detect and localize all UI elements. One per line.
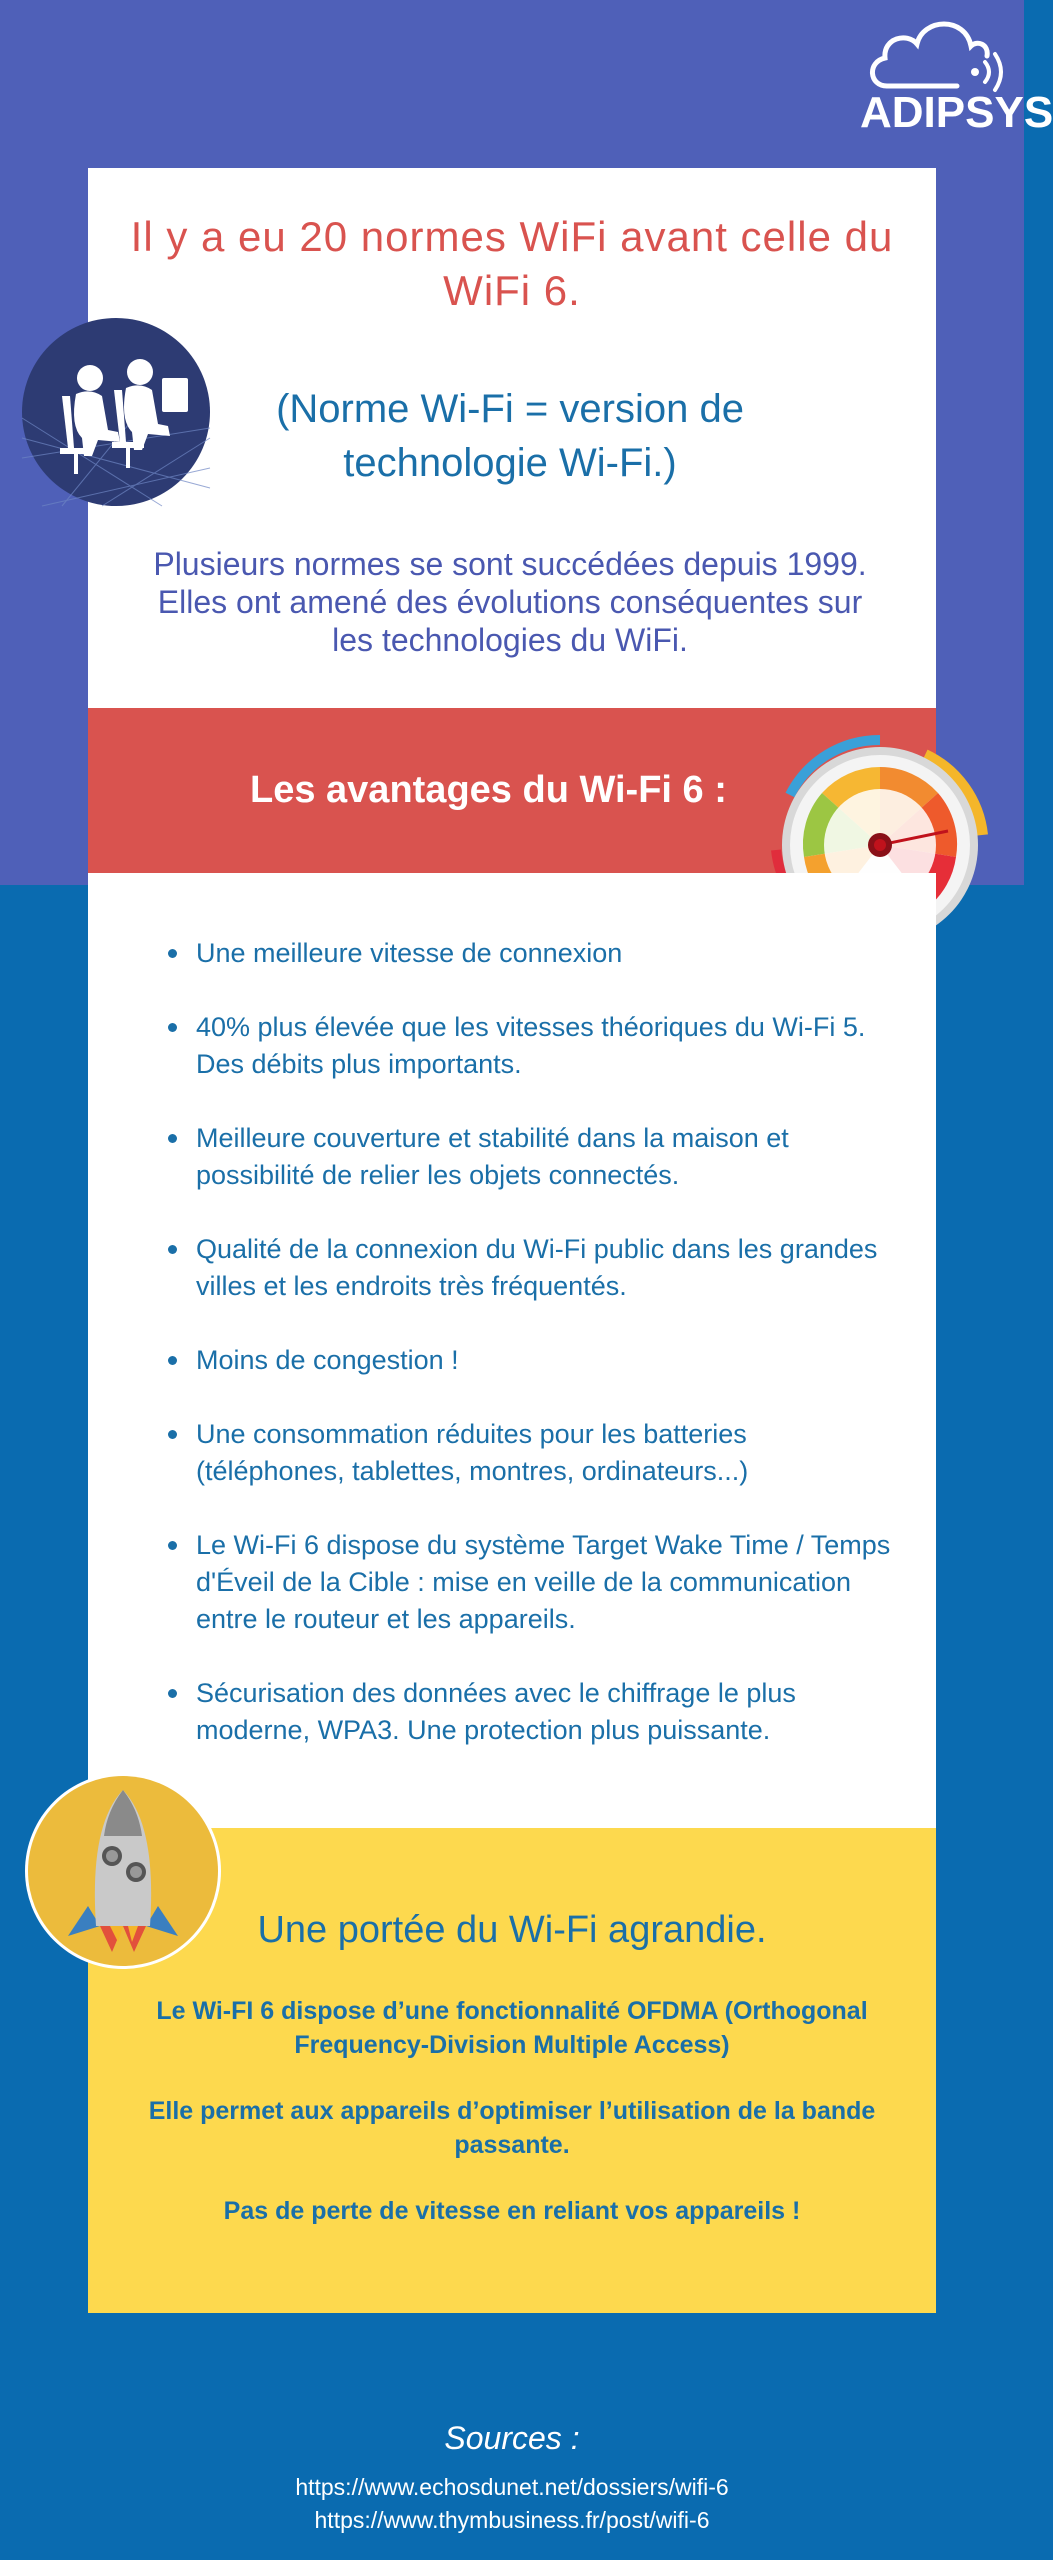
list-item: Une consommation réduites pour les batteries (téléphones, tablettes, montres, ordinateurs...) xyxy=(160,1416,900,1490)
bandwidth-paragraph: Elle permet aux appareils d’optimiser l’utilisation de la bande passante. xyxy=(148,2097,876,2159)
bullet-icon xyxy=(168,1689,177,1698)
list-item: Qualité de la connexion du Wi-Fi public dans les grandes villes et les endroits très fréquentés. xyxy=(160,1231,900,1305)
logo-text: ADIPSYS xyxy=(860,88,1053,137)
source-link-thymbusiness[interactable]: https://www.thymbusiness.fr/post/wifi-6 xyxy=(314,2507,710,2533)
page-title: Il y a eu 20 normes WiFi avant celle du WiFi 6. xyxy=(130,213,894,314)
bullet-icon xyxy=(168,1430,177,1439)
ofdma-paragraph: Le Wi-FI 6 dispose d’une fonctionnalité OFDMA (Orthogonal Frequency-Division Multiple Access) xyxy=(156,1997,868,2059)
bullet-icon xyxy=(168,949,177,958)
list-item: 40% plus élevée que les vitesses théoriques du Wi-Fi 5. Des débits plus importants. xyxy=(160,1009,900,1083)
list-item: Le Wi-Fi 6 dispose du système Target Wake Time / Temps d'Éveil de la Cible : mise en veille de la communication entre le routeur et les appareils. xyxy=(160,1527,900,1638)
intro-paragraph: Plusieurs normes se sont succédées depuis 1999. Elles ont amené des évolutions conséquentes sur les technologies du WiFi. xyxy=(153,546,867,658)
advantages-list xyxy=(160,935,900,1786)
bullet-icon xyxy=(168,1134,177,1143)
adipsys-logo[interactable] xyxy=(860,8,1053,138)
list-item: Moins de congestion ! xyxy=(160,1342,900,1379)
range-title: Une portée du Wi-Fi agrandie. xyxy=(257,1909,767,1951)
bullet-icon xyxy=(168,1023,177,1032)
advantages-title: Les avantages du Wi-Fi 6 : xyxy=(250,769,727,811)
sources-title: Sources : xyxy=(444,2420,580,2456)
no-speed-loss-paragraph: Pas de perte de vitesse en reliant vos appareils ! xyxy=(223,2197,801,2225)
norm-definition: (Norme Wi-Fi = version de technologie Wi-Fi.) xyxy=(276,387,744,485)
people-at-computers-illustration xyxy=(22,318,210,506)
bullet-icon xyxy=(168,1356,177,1365)
list-item: Une meilleure vitesse de connexion xyxy=(160,935,900,972)
cloud-wifi-icon xyxy=(865,8,1015,94)
bullet-icon xyxy=(168,1245,177,1254)
list-item: Sécurisation des données avec le chiffrage le plus moderne, WPA3. Une protection plus puissante. xyxy=(160,1675,900,1749)
source-link-echosdunet[interactable]: https://www.echosdunet.net/dossiers/wifi-6 xyxy=(295,2474,729,2500)
bullet-icon xyxy=(168,1541,177,1550)
list-item: Meilleure couverture et stabilité dans la maison et possibilité de relier les objets connectés. xyxy=(160,1120,900,1194)
